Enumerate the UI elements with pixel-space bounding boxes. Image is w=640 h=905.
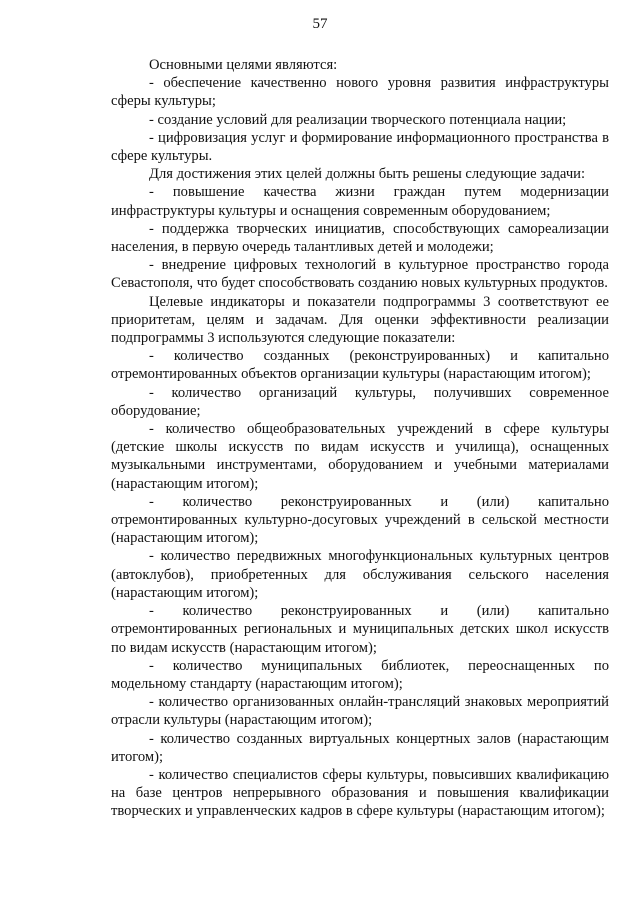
paragraph-indicator-1: - количество созданных (реконструированных) и капитально отремонтированных объектов организации культуры (нарастающим итогом);: [111, 348, 609, 383]
paragraph-indicator-3: - количество общеобразовательных учреждений в сфере культуры (детские школы искусств по видам искусств и училища), оснащенных музыкальными инструментами, оборудованием и учебными материалами (нарастающим итогом);: [111, 421, 609, 492]
paragraph-indicator-9: - количество созданных виртуальных концертных залов (нарастающим итогом);: [111, 730, 609, 765]
page-number: 57: [312, 16, 328, 32]
document-body: [111, 56, 609, 821]
paragraph-tasks-intro: Для достижения этих целей должны быть решены следующие задачи:: [149, 166, 586, 183]
paragraph-task-3: - внедрение цифровых технологий в культурное пространство города Севастополя, что будет способствовать созданию новых культурных продуктов.: [111, 257, 609, 292]
paragraph-indicator-6: - количество реконструированных и (или) капитально отремонтированных региональных и муниципальных детских школ искусств по видам искусств (нарастающим итогом);: [111, 603, 609, 656]
paragraph-goal-3: - цифровизация услуг и формирование информационного пространства в сфере культуры.: [111, 129, 609, 165]
paragraph-indicators-intro: Целевые индикаторы и показатели подпрограммы 3 соответствуют ее приоритетам, целям и задачам. Для оценки эффективности реализации подпрограммы 3 используются следующие показатели:: [111, 293, 609, 347]
paragraph-indicator-5: - количество передвижных многофункциональных культурных центров (автоклубов), приобретенных для обслуживания сельского населения (нарастающим итогом);: [111, 548, 609, 601]
paragraph-indicator-10: - количество специалистов сферы культуры, повысивших квалификацию на базе центров непрерывного образования и повышения квалификации творческих и управленческих кадров в сфере культуры (нарастающим итогом);: [111, 766, 609, 820]
paragraph-goal-1: - обеспечение качественно нового уровня развития инфраструктуры сферы культуры;: [111, 75, 609, 110]
paragraph-goals-intro: Основными целями являются:: [149, 57, 338, 73]
paragraph-indicator-8: - количество организованных онлайн-трансляций знаковых мероприятий отрасли культуры (нарастающим итогом);: [111, 694, 609, 729]
paragraph-task-2: - поддержка творческих инициатив, способствующих самореализации населения, в первую очередь талантливых детей и молодежи;: [111, 220, 609, 256]
paragraph-goal-2: - создание условий для реализации творческого потенциала нации;: [149, 111, 567, 128]
paragraph-indicator-7: - количество муниципальных библиотек, переоснащенных по модельному стандарту (нарастающим итогом);: [111, 657, 609, 692]
paragraph-task-1: - повышение качества жизни граждан путем модернизации инфраструктуры культуры и оснащения современным оборудованием;: [111, 184, 609, 219]
paragraph-indicator-2: - количество организаций культуры, получивших современное оборудование;: [111, 384, 609, 419]
paragraph-indicator-4: - количество реконструированных и (или) капитально отремонтированных культурно-досуговых учреждений в сельской местности (нарастающим итогом);: [111, 493, 609, 547]
